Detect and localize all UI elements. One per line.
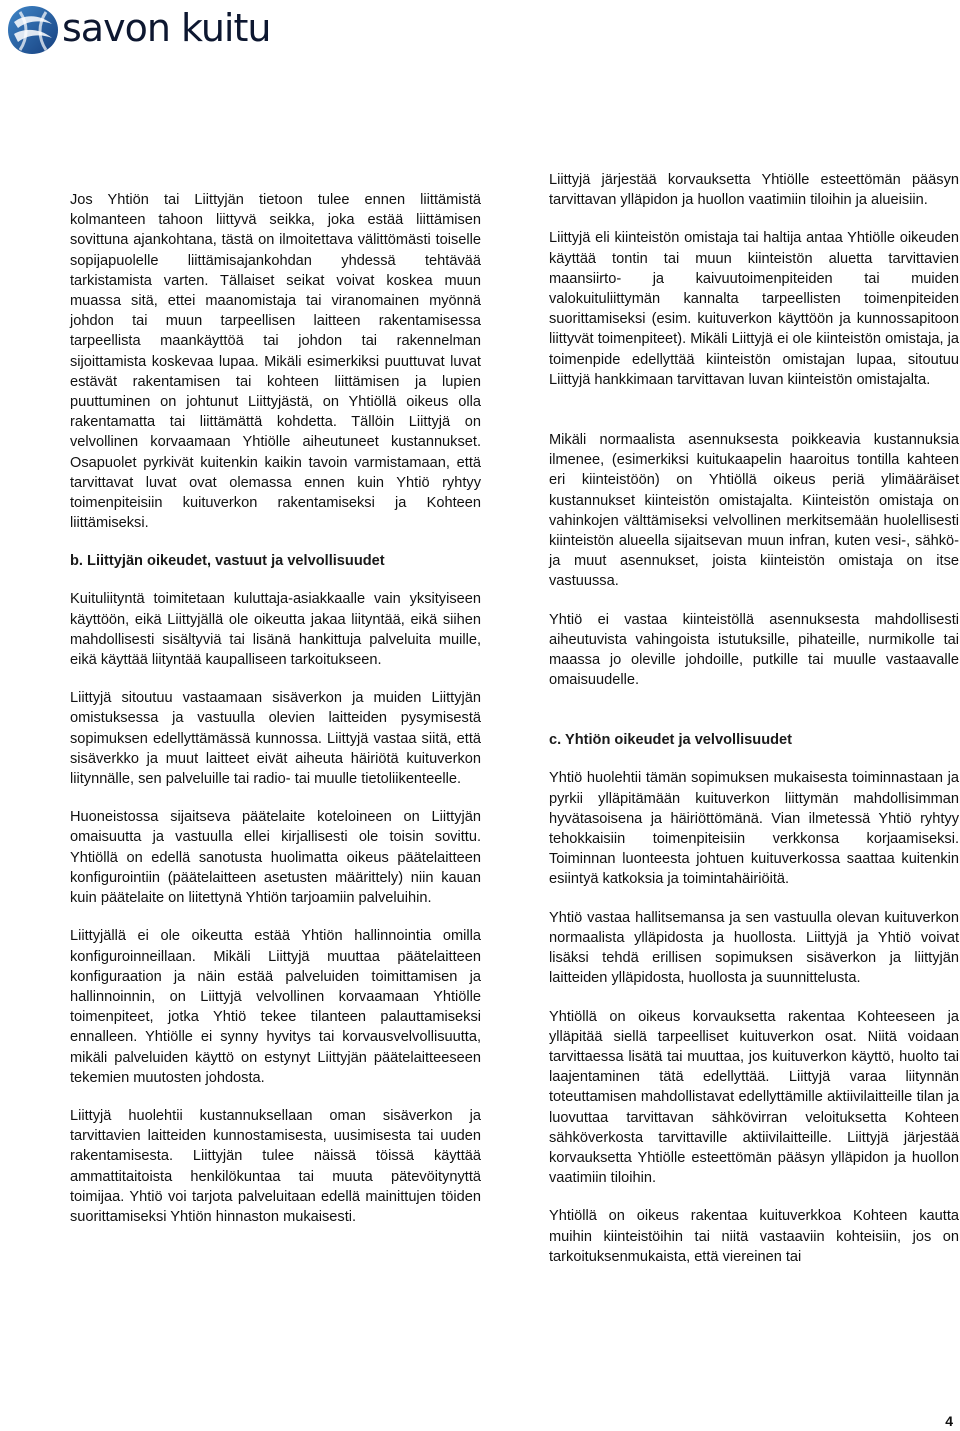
paragraph-construction-rights: Yhtiöllä on oikeus korvauksetta rakentaa Kohteeseen ja ylläpitää siellä tarpeelliset kuituverkon osat. Niitä voidaan tarvittaessa lisätä tai muuttaa, jos kuituverkon käyttö, huolto tai laajentaminen tätä edellyttää. Liittyjä varaa liitynnän toteuttamisen mahdollistavat edellyttämille aktiivilaitteille tilan ja luovuttaa tarvittavan sähkövirran veloituksetta Kohteen sähköverkosta tarvittaville aktiivilaitteille. Liittyjä järjestää korvauksetta Yhtiölle esteettömän pääsyn ylläpidon ja huollon vaatimiin tiloihin. bbox=[549, 1008, 959, 1187]
paragraph-access: Liittyjä järjestää korvauksetta Yhtiölle esteettömän pääsyn tarvittavan ylläpidon ja huollon vaatimiin tiloihin ja alueisiin. bbox=[549, 172, 959, 209]
left-column bbox=[70, 190, 481, 1245]
brand-logo bbox=[6, 4, 296, 56]
right-column bbox=[549, 170, 959, 1285]
savon-kuitu-logo-icon bbox=[6, 4, 60, 56]
paragraph-ordering-obstacles: Jos Yhtiön tai Liittyjän tietoon tulee ennen liittämistä kolmanteen tahoon liittyvä seikka, joka estää liittämisen sovittuna ajankohtana, tästä on ilmoitettava välittömästi toiselle sopijapuolelle liittämisajankohdan yhdessä tehtävää tarkistamista varten. Tällaiset seikat voivat koskea muun muassa sitä, ettei maanomistaja tai viranomainen myönnä johdon tai muun tarpeellisen laitteen rakentamisessa tarpeellista maankäyttöä tai johdon tai rakennelman sijoittamista koskevaa lupaa. Mikäli esimerkiksi puuttuvat luvat estävät rakentamisen tai kohteen liittämisen ja lupien puuttuminen on johtunut Liittyjästä, on Yhtiöllä oikeus olla rakentamatta tai liittämättä kohdetta. Tällöin Liittyjä on velvollinen korvaamaan Yhtiölle aiheutuneet kustannukset. Osapuolet pyrkivät kuitenkin kaikin tavoin varmistamaan, että tarvittavat luvat ovat olemassa ennen kuin Yhtiö ryhtyy toimenpiteisiin kuituverkon rakentamiseksi ja Kohteen liittämiseksi. bbox=[70, 192, 481, 532]
paragraph-land-use: Liittyjä eli kiinteistön omistaja tai haltija antaa Yhtiölle oikeuden käyttää tontin tai muun kiinteistön aluetta tarvittavien maansiirto- ja kaivuutoimenpiteiden tai muiden valokuituliittymän kannalta tarpeellisten toimenpiteiden suorittamiseksi (esim. kuituverkon käyttöön ja kunnossapitoon liittyvät toimenpiteet). Mikäli Liittyjä ei ole kiinteistön omistaja, ja toimenpide edellyttää kiinteistön omistajan lupaa, sitoutuu Liittyjä hankkimaan tarvittavan luvan kiinteistön omistajalta. bbox=[549, 230, 959, 388]
paragraph-extra-costs: Mikäli normaalista asennuksesta poikkeavia kustannuksia ilmenee, (esimerkiksi kuitukaapelin haaroitus tontilla kahteen eri kiinteistöön) on Yhtiöllä oikeus periä ylimääräiset kustannukset kiinteistön omistajalta. Kiinteistön omistaja on vahinkojen välttämiseksi velvollinen merkitsemään huolellisesti kiinteistön alueella sijaitsevan muun infran, kuten vesi-, sähkö- ja muut asennukset, joista kiinteistön omistaja on itse vastuussa. bbox=[549, 432, 959, 590]
paragraph-company-duties: Yhtiö huolehtii tämän sopimuksen mukaisesta toiminnastaan ja pyrkii ylläpitämään kuituverkon liittymän mahdollisimman hyvätasoisena ja häiriöttömänä. Vian ilmetessä Yhtiö ryhtyy tehokkaisiin toimenpiteisiin verkkonsa korjaamiseksi. Toiminnan luonteesta johtuen kuituverkossa saattaa kuitenkin esiintyä katkoksia ja toimintahäiriöitä. bbox=[549, 770, 959, 888]
section-heading-b: b. Liittyjän oikeudet, vastuut ja velvollisuudet bbox=[70, 553, 385, 570]
paragraph-damages: Yhtiö ei vastaa kiinteistöllä asennuksesta mahdollisesti aiheutuvista vahingoista istutuksille, pihateille, nurmikolle tai maassa jo oleville johdoille, putkille tai muulle vastaavalle omaisuudelle. bbox=[549, 611, 959, 689]
page-number: 4 bbox=[945, 1413, 953, 1429]
paragraph-maintenance-costs: Liittyjä huolehtii kustannuksellaan oman sisäverkon ja tarvittavien laitteiden kunnostamisesta, uusimisesta tai uuden rakentamisesta. Liittyjän tulee näissä töissä käyttää ammattitaitoista henkilökuntaa tai muuta pätevöitynyttä toimijaa. Yhtiö voi tarjota palveluitaan edellä mainittujen töiden suorittamiseksi Yhtiön hinnaston mukaisesti. bbox=[70, 1107, 481, 1225]
paragraph-maintenance: Yhtiö vastaa hallitsemansa ja sen vastuulla olevan kuituverkon normaalista ylläpidosta ja huollosta. Liittyjä ja Yhtiö voivat lisäksi tehdä erillisen sopimuksen sisäverkon ja liittyjän laitteiden ylläpidosta, huollosta ja suunnittelusta. bbox=[549, 909, 959, 987]
paragraph-network-extension: Yhtiöllä on oikeus rakentaa kuituverkkoa Kohteen kautta muihin kiinteistöihin tai niitä vastaaviin kohteisiin, jos on tarkoituksenmukaista, että viereinen tai bbox=[549, 1208, 959, 1265]
brand-name: savon kuitu bbox=[62, 6, 271, 50]
paragraph-configuration: Liittyjällä ei ole oikeutta estää Yhtiön hallinnointia omilla konfiguroinneillaan. Mikäli Liittyjä muuttaa päätelaitteen konfiguraation ja näin estää palveluiden toimittamisen ja hallinnoinnin, on Liittyjä velvollinen korvaamaan Yhtiölle toimenpiteet, jotka Yhtiö tekee tilanteen palauttamiseksi ennalleen. Yhtiölle ei synny hyvitys tai korvausvelvollisuutta, mikäli palveluiden käyttö on estynyt Liittyjän päätelaitteeseen tekemien muutosten johdosta. bbox=[70, 928, 481, 1086]
paragraph-private-use: Kuituliityntä toimitetaan kuluttaja-asiakkaalle vain yksityiseen käyttöön, eikä Liittyjällä ole oikeutta jakaa liityntää, eikä siihen mahdollisesti sisältyviä tai lisänä hankittuja palveluita muille, eikä käyttää liityntää kaupalliseen tarkoitukseen. bbox=[70, 591, 481, 669]
paragraph-terminal-device: Huoneistossa sijaitseva päätelaite koteloineen on Liittyjän omaisuutta ja vastuulla ellei kirjallisesti ole toisin sovittu. Yhtiöllä on edellä sanotusta huolimatta oikeus päätelaitteen konfigurointiin (päätelaitteen asetusten määrittely) niin kauan kuin päätelaite on liitettynä Yhtiön tarjoamiin palveluihin. bbox=[70, 809, 481, 907]
section-heading-c: c. Yhtiön oikeudet ja velvollisuudet bbox=[549, 732, 793, 749]
paragraph-internal-network: Liittyjä sitoutuu vastaamaan sisäverkon ja muiden Liittyjän omistuksessa ja vastuulla olevien laitteiden pysymisestä sopimuksen edellyttämässä kunnossa. Liittyjä vastaa siitä, että sisäverkko ja muut laitteet eivät aiheuta häiriötä kuituverkon liitynnälle, sen palveluille tai radio- tai muulle tietoliikenteelle. bbox=[70, 690, 481, 788]
